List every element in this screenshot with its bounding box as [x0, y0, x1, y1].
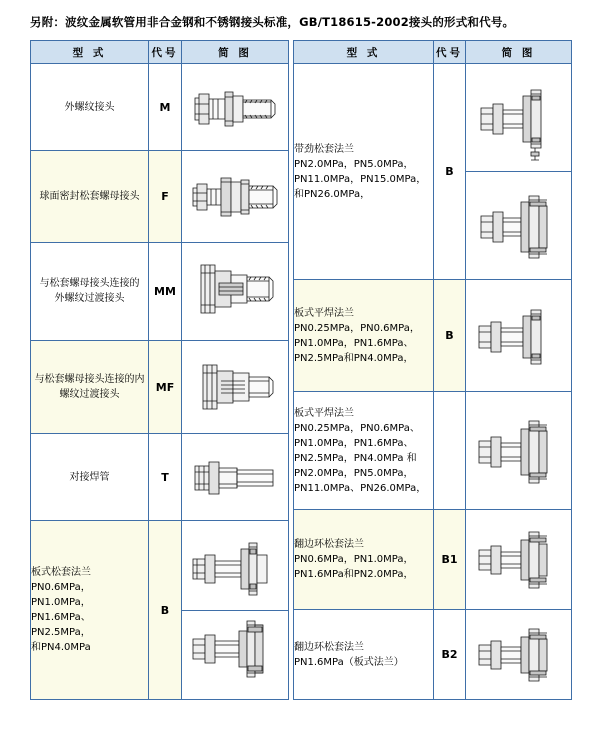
figure-subcell-top — [466, 64, 571, 172]
flared-ring-lap-joint-flange-icon — [469, 514, 569, 606]
table-row — [294, 610, 572, 700]
table-row — [31, 151, 289, 242]
left-header-type: 型 式 — [31, 41, 149, 64]
row-name-line: 和PN26.0MPa， — [294, 188, 371, 200]
table-row — [31, 521, 289, 700]
table-row — [294, 392, 572, 510]
row-name-line: PN2.5MPa，PN4.0MPa 和 — [294, 452, 417, 464]
row-name-cell — [294, 510, 434, 610]
row-code-cell: B1 — [434, 510, 466, 610]
row-code-cell: B — [434, 280, 466, 392]
figure-subcell-top — [182, 531, 288, 611]
row-name-line: PN0.6MPa，PN1.0MPa， — [294, 554, 414, 565]
row-code-cell: B — [149, 521, 182, 700]
row-figure-cell — [466, 610, 572, 700]
row-figure-cell — [466, 280, 572, 392]
plate-lap-joint-flange-b-icon — [185, 613, 285, 687]
left-header-code: 代号 — [149, 41, 182, 64]
row-name-cell — [294, 64, 434, 280]
row-code-cell: MM — [149, 242, 182, 340]
row-name-line: 翻边环松套法兰 — [294, 641, 364, 653]
plate-flat-weld-flange-b-icon — [469, 399, 569, 503]
row-name-line: PN0.25MPa，PN0.6MPa， — [294, 322, 420, 334]
threaded-male-connector-icon — [185, 72, 285, 142]
row-name-line: 外螺纹过渡接头 — [54, 293, 125, 305]
row-name-line: 与松套螺母接头连接的 — [39, 278, 140, 290]
row-name-line: 外螺纹接头 — [64, 101, 115, 113]
table-row — [294, 510, 572, 610]
row-name-line: PN0.25MPa，PN0.6MPa、 — [294, 422, 420, 434]
left-table-header-row — [31, 41, 289, 64]
row-name-line: PN1.6MPa、PN2.5MPa， — [31, 612, 91, 639]
row-figure-cell — [182, 242, 289, 340]
figure-subcell-bottom — [182, 611, 288, 690]
spherical-seal-union-nut-connector-icon — [185, 160, 285, 232]
row-figure-cell — [182, 64, 289, 151]
row-code-cell: M — [149, 64, 182, 151]
row-name-line: PN1.6MPa和PN2.0MPa， — [294, 569, 414, 580]
row-name-line: 板式松套法兰 — [31, 567, 91, 579]
row-name-line: PN1.0MPa，PN1.6MPa、 — [294, 337, 414, 349]
left-spec-table — [30, 40, 289, 700]
row-name-line: 与松套螺母接头连接的内 — [34, 374, 145, 386]
row-name-line: PN11.0MPa，PN15.0MPa， — [294, 173, 427, 185]
row-code-cell: B — [434, 64, 466, 280]
row-code-cell: B2 — [434, 610, 466, 700]
ribbed-lap-joint-flange-a-icon — [469, 68, 569, 168]
row-figure-cell — [466, 392, 572, 510]
female-thread-transition-connector-icon — [185, 349, 285, 425]
row-name-line: 板式平焊法兰 — [294, 407, 354, 419]
row-name-cell — [31, 340, 149, 434]
row-figure-cell — [466, 64, 572, 280]
flared-ring-lap-joint-flange-plate-icon — [469, 615, 569, 695]
tables-container — [30, 40, 570, 700]
row-name-cell — [31, 242, 149, 340]
right-table-header-row — [294, 41, 572, 64]
right-spec-table — [293, 40, 572, 700]
row-name-line: 对接焊管 — [69, 471, 110, 483]
row-name-line: 球面密封松套螺母接头 — [39, 190, 140, 202]
row-code-cell: T — [149, 434, 182, 521]
figure-subcell-bottom — [466, 172, 571, 279]
row-figure-cell — [182, 151, 289, 242]
row-name-line: 翻边环松套法兰 — [294, 539, 364, 550]
table-row — [31, 242, 289, 340]
row-name-line: PN11.0MPa、PN26.0MPa， — [294, 482, 427, 494]
row-name-cell — [31, 434, 149, 521]
table-row — [294, 64, 572, 280]
row-figure-cell — [182, 340, 289, 434]
row-name-cell — [294, 392, 434, 510]
right-header-figure: 简 图 — [466, 41, 572, 64]
row-name-cell — [31, 521, 149, 700]
row-name-cell — [294, 280, 434, 392]
row-name-cell — [294, 610, 434, 700]
table-row — [31, 434, 289, 521]
row-name-line: PN2.5MPa和PN4.0MPa， — [294, 352, 414, 364]
plate-lap-joint-flange-a-icon — [185, 533, 285, 607]
row-name-line: 带劲松套法兰 — [294, 143, 354, 155]
row-figure-cell — [466, 510, 572, 610]
row-name-line: 螺纹过渡接头 — [59, 389, 120, 401]
table-row — [294, 280, 572, 392]
ribbed-lap-joint-flange-b-icon — [469, 176, 569, 276]
row-name-line: 板式平焊法兰 — [294, 307, 354, 319]
right-header-type: 型 式 — [294, 41, 434, 64]
table-row — [31, 340, 289, 434]
row-name-line: PN2.0MPa，PN5.0MPa， — [294, 158, 414, 170]
row-name-line: PN1.0MPa，PN1.6MPa、 — [294, 437, 414, 449]
row-code-cell: F — [149, 151, 182, 242]
row-code-cell: MF — [149, 340, 182, 434]
male-thread-transition-connector-icon — [185, 251, 285, 331]
page-caption: 另附：波纹金属软管用非合金钢和不锈钢接头标准，GB/T18615-2002接头的形式和代号。 — [30, 15, 515, 29]
row-figure-cell — [182, 521, 289, 700]
right-header-code: 代号 — [434, 41, 466, 64]
table-row — [31, 64, 289, 151]
row-figure-cell — [182, 434, 289, 521]
left-header-figure: 简 图 — [182, 41, 289, 64]
row-name-line: 和PN4.0MPa — [31, 642, 91, 654]
row-name-line: PN1.6MPa（板式法兰） — [294, 656, 404, 668]
row-name-cell — [31, 151, 149, 242]
butt-weld-pipe-icon — [185, 442, 285, 512]
plate-flat-weld-flange-a-icon — [469, 286, 569, 386]
row-name-line: PN2.0MPa，PN5.0MPa， — [294, 467, 414, 479]
row-name-line: PN0.6MPa，PN1.0MPa， — [31, 582, 91, 609]
row-code-cell — [434, 392, 466, 510]
row-name-cell — [31, 64, 149, 151]
